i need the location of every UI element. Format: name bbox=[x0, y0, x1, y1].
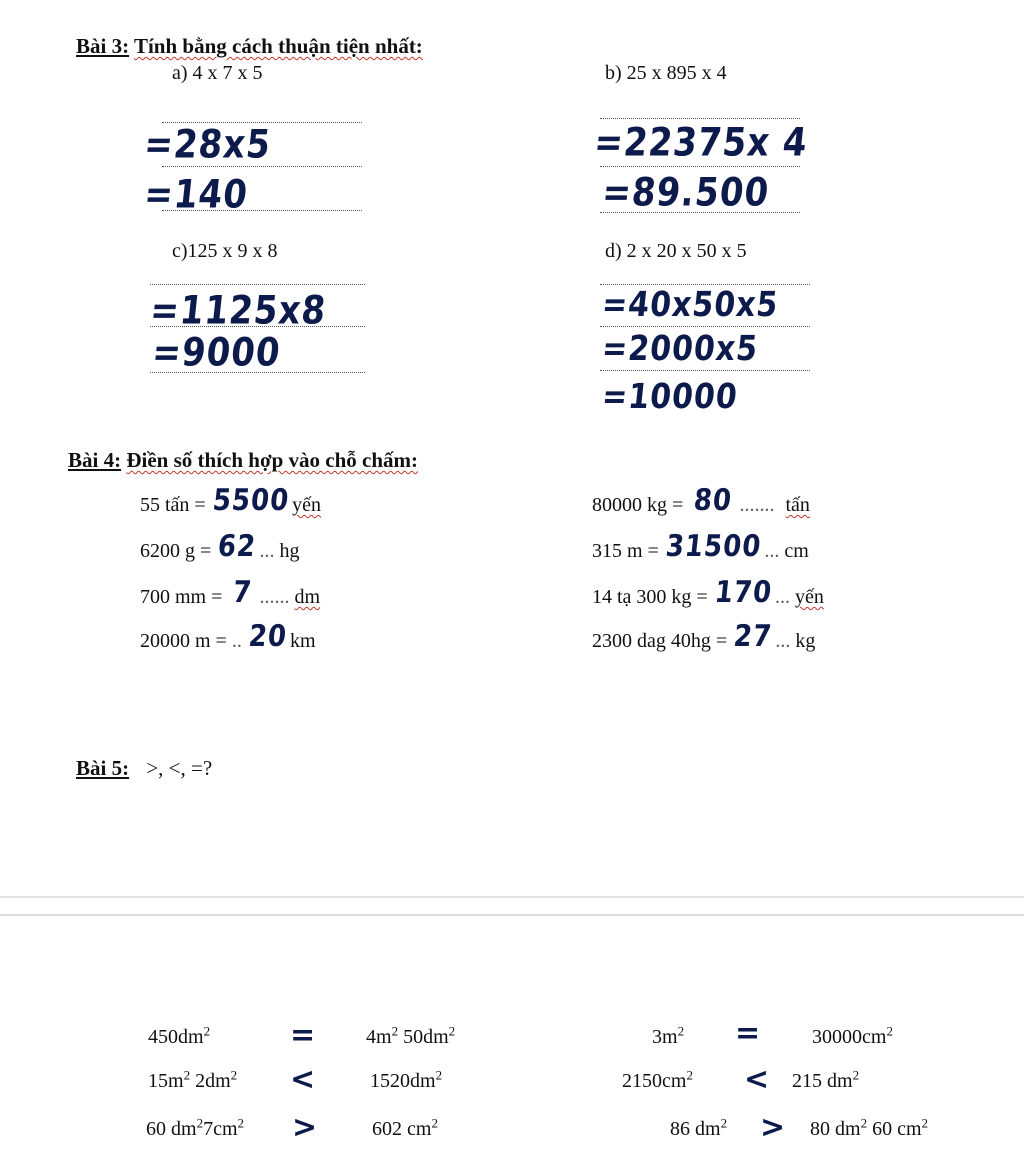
handwritten-compare-symbol: > bbox=[760, 1110, 786, 1145]
compare-right: $30000cm^2$ bbox=[812, 1023, 893, 1048]
handwritten-compare-symbol: > bbox=[292, 1110, 318, 1145]
bai4-title: Điền số thích hợp vào chỗ chấm: bbox=[126, 448, 418, 472]
bai3-problem-d: d) 2 x 20 x 50 x 5 bbox=[605, 240, 747, 262]
handwritten-answer-d-line2: =2000x5 bbox=[600, 328, 761, 369]
handwritten-answer-d-line1: =40x50x5 bbox=[600, 284, 781, 325]
handwritten-answer: 62 bbox=[216, 529, 259, 564]
compare-left: 86 $dm^2$ bbox=[670, 1115, 728, 1140]
handwritten-answer-d-line3: =10000 bbox=[600, 376, 740, 417]
compare-right: $4m^2$ $50dm^2$ bbox=[366, 1023, 456, 1048]
compare-left: $2150cm^2$ bbox=[622, 1067, 693, 1092]
handwritten-answer-c-line1: =1125x8 bbox=[148, 288, 329, 334]
bai4-heading bbox=[68, 448, 418, 473]
handwritten-answer: 170 bbox=[712, 575, 774, 610]
handwritten-answer: 27 bbox=[732, 619, 774, 654]
compare-left: 60 $dm^27cm^2$ bbox=[146, 1115, 244, 1140]
bai5-label: Bài 5: bbox=[76, 756, 130, 780]
answer-dotted-line bbox=[600, 166, 800, 167]
bai3-problem-b: b) 25 x 895 x 4 bbox=[605, 62, 727, 84]
compare-left: $3m^2$ bbox=[652, 1023, 685, 1048]
handwritten-answer-a-line1: =28x5 bbox=[142, 122, 274, 168]
handwritten-compare-symbol: = bbox=[290, 1018, 316, 1053]
handwritten-answer-c-line2: =9000 bbox=[150, 330, 283, 376]
bai3-problem-a: a) 4 x 7 x 5 bbox=[172, 62, 263, 84]
compare-right: 215 $dm^2$ bbox=[792, 1067, 860, 1092]
answer-dotted-line bbox=[600, 370, 810, 371]
bai3-title: Tính bằng cách thuận tiện nhất: bbox=[133, 34, 423, 58]
handwritten-answer: 7 bbox=[231, 575, 255, 610]
handwritten-compare-symbol: < bbox=[744, 1062, 770, 1097]
bai3-heading bbox=[76, 34, 423, 59]
conversion-item: 2300 dag 40hg = 27 ... kg bbox=[592, 619, 816, 654]
conversion-item: 315 m = 31500 ... cm bbox=[592, 529, 809, 564]
answer-dotted-line bbox=[600, 326, 810, 327]
handwritten-answer: 80 bbox=[692, 483, 735, 518]
conversion-item: 55 tấn = 5500 yến bbox=[140, 483, 321, 518]
bai3-label: Bài 3: bbox=[76, 34, 130, 58]
handwritten-answer: 5500 bbox=[210, 483, 291, 518]
compare-right: 602 $cm^2$ bbox=[372, 1115, 438, 1140]
compare-right: 80 $dm^2$ 60 $cm^2$ bbox=[810, 1115, 928, 1140]
handwritten-answer: 20 bbox=[246, 619, 289, 654]
answer-dotted-line bbox=[150, 284, 365, 285]
compare-left: $450dm^2$ bbox=[148, 1023, 211, 1048]
conversion-item: 20000 m = .. 20 km bbox=[140, 619, 316, 654]
page-divider bbox=[0, 896, 1024, 898]
handwritten-answer-b-line2: =89.500 bbox=[600, 170, 772, 216]
handwritten-compare-symbol: < bbox=[290, 1062, 316, 1097]
conversion-item: 14 tạ 300 kg = 170 ... yến bbox=[592, 575, 824, 610]
handwritten-compare-symbol: = bbox=[735, 1016, 761, 1051]
bai3-problem-c: c)125 x 9 x 8 bbox=[172, 240, 278, 262]
handwritten-answer-a-line2: =140 bbox=[142, 172, 251, 218]
compare-right: $1520dm^2$ bbox=[370, 1067, 443, 1092]
conversion-item: 6200 g = 62 ... hg bbox=[140, 529, 300, 564]
bai4-label: Bài 4: bbox=[68, 448, 122, 472]
bai5-heading bbox=[76, 756, 212, 781]
conversion-item: 80000 kg = 80 ....... tấn bbox=[592, 483, 810, 518]
handwritten-answer-b-line1: =22375x 4 bbox=[592, 120, 811, 166]
conversion-item: 700 mm = 7 ...... dm bbox=[140, 575, 321, 610]
answer-dotted-line bbox=[600, 118, 800, 119]
page-divider bbox=[0, 914, 1024, 916]
bai5-title: >, <, =? bbox=[146, 756, 213, 780]
compare-left: $15m^2$ $2dm^2$ bbox=[148, 1067, 238, 1092]
handwritten-answer: 31500 bbox=[663, 529, 763, 564]
